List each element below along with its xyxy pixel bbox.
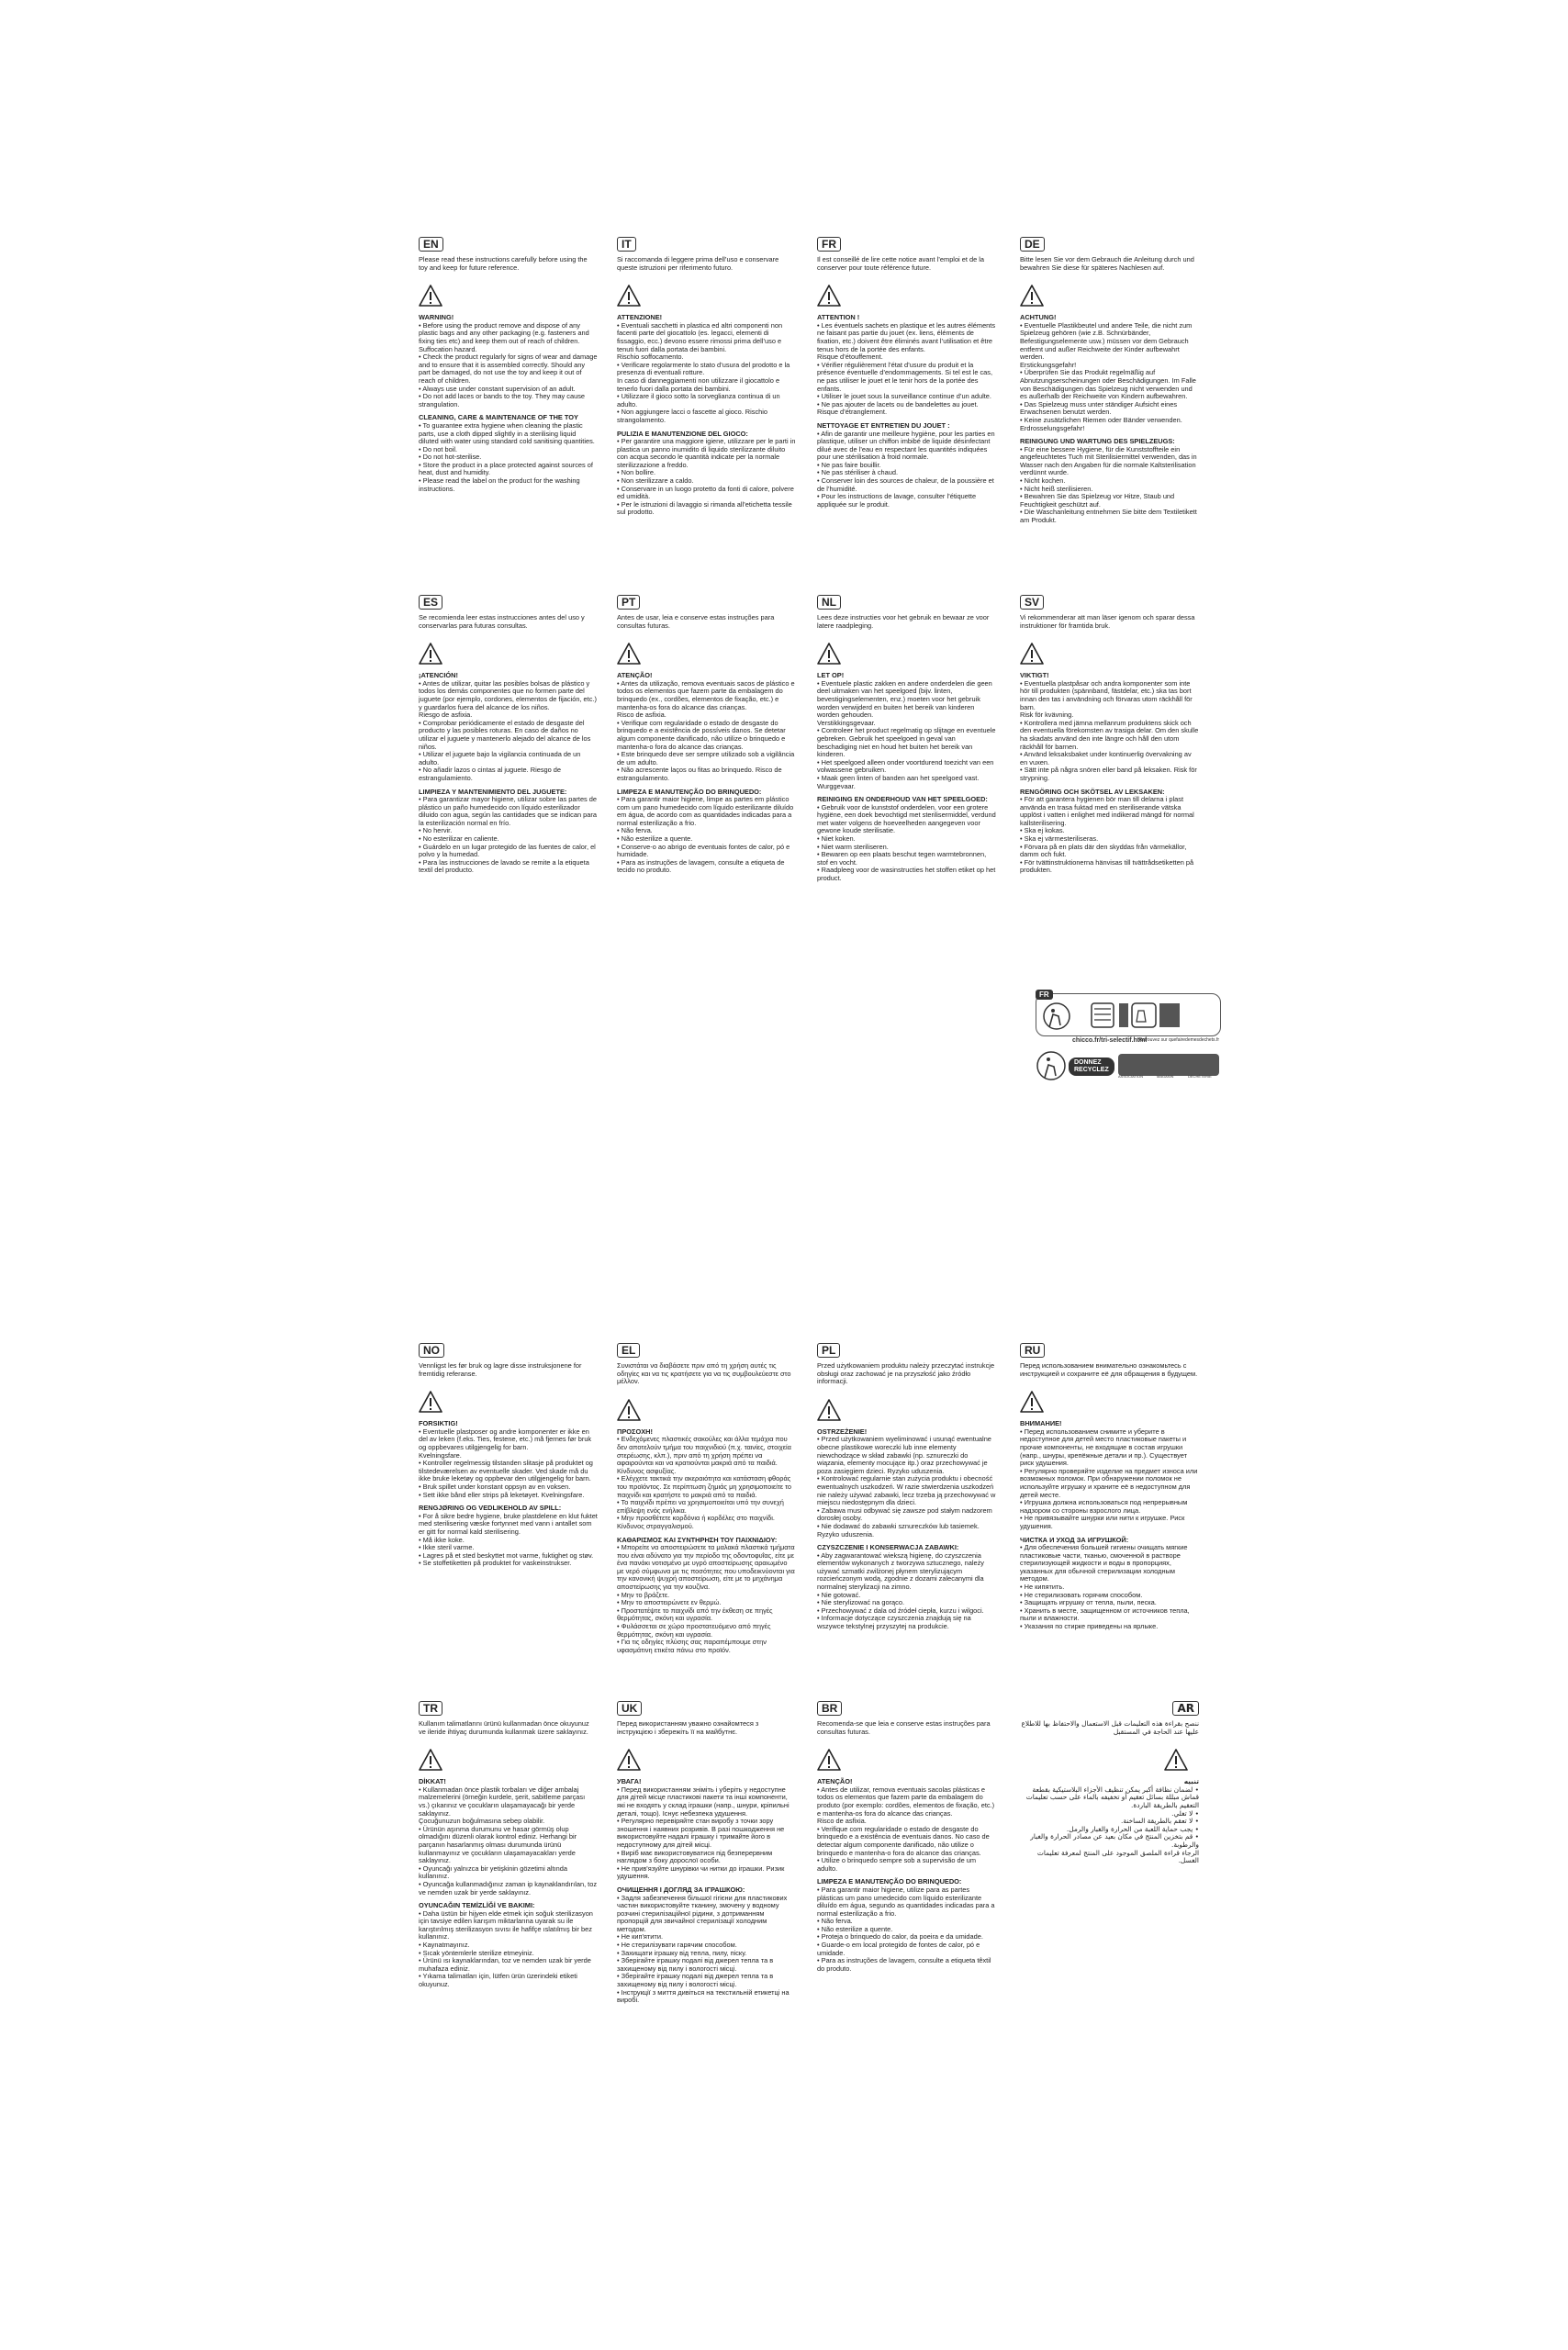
care-line: • Raadpleeg voor de wasinstructies het stoffen etiket op het product. (817, 866, 996, 883)
care-line: • För att garantera hygienen bör man till delarna i plast använda en trasa fuktad med en steriliserande vätska upplöst i vatten i enlighet med indikerad mängd för normal kallsterilisering. (1020, 795, 1194, 827)
warning-triangle-icon (419, 643, 442, 665)
warning-line: • Antes da utilização, remova eventuais sacos de plástico e todos os elementos que fazem parte da embalagem do brinquedo (ex., cordões, elementos de fixação, etc.) e mantenha-os fora do alcance das crianças. (617, 678, 795, 711)
care-line: • Sıcak yöntemlerle sterilize etmeyiniz. (419, 1948, 534, 1957)
care-line: • Guárdelo en un lugar protegido de las fuentes de calor, el polvo y la humedad. (419, 842, 596, 859)
triman-icon (1036, 1050, 1067, 1081)
language-code: SV (1020, 595, 1044, 610)
warning-line: • Kontrollera med jämna mellanrum produktens skick och den eventuella förekomsten av trasiga delar. Om den skulle ha skadats använd den inte längre och håll den utom räckhåll för barnen. (1020, 718, 1199, 751)
warning-line: • يجب حماية اللعبة من الحرارة والغبار والرمل. (1066, 1824, 1199, 1833)
warning-line: • Utilizar el juguete bajo la vigilancia continuada de un adulto. (419, 750, 581, 767)
warning-triangle-icon (419, 1749, 442, 1771)
warning-line: • Ελέγχετε τακτικά την ακεραιότητα και κατάσταση φθοράς του προϊόντος. Σε περίπτωση ζημιάς μη χρησιμοποιείτε το παιχνίδι και κρατήστε το μακριά από τα παιδιά. (617, 1474, 792, 1499)
warning-line: • لا تعقم بالطريقة الساخنة. (1121, 1817, 1199, 1826)
care-line: • Ne pas faire bouillir. (817, 460, 881, 469)
care-line: • Se stoffetiketten på produktet for vaskeinstrukser. (419, 1559, 572, 1568)
warning-title: ΠΡΟΣΟΧΗ! (617, 1427, 653, 1436)
warning-line: • Verifique com regularidade o estado de desgaste do brinquedo e a existência de eventuais danos. No caso de detectar algum componente danificado, não utilize o brinquedo e mantenha-o fora do alcance das crianças. (817, 1824, 990, 1857)
warning-line: • Регулярно перевіряйте стан виробу з точки зору зношення і наявних розривів. В разі пошкодження не використовуйте надалі іграшку і тримайте його в недоступному для дітей місці. (617, 1817, 785, 1849)
warning-title: OSTRZEŻENIE! (817, 1427, 868, 1436)
care-title: RENGÖRING OCH SKÖTSEL AV LEKSAKEN: (1020, 787, 1165, 796)
warning-line: Risco de asfixia. (817, 1817, 867, 1826)
warning-title: تنبيه (1183, 1777, 1199, 1786)
care-line: • Kaynatmayınız. (419, 1941, 470, 1950)
warning-line: • Check the product regularly for signs of wear and damage and to ensure that it is assembled correctly. Should any part be damaged, do not use the toy and keep it out of reach of children. (419, 352, 598, 385)
care-line: • Зберігайте іграшку подалі від джерел тепла та в захищеному від пилу і вологості місці. (617, 1956, 774, 1973)
warning-line: • Utilizzare il gioco sotto la sorveglianza continua di un adulto. (617, 392, 780, 408)
care-title: ОЧИЩЕННЯ І ДОГЛЯД ЗА ІГРАШКОЮ: (617, 1885, 745, 1894)
care-title: ЧИСТКА И УХОД ЗА ИГРУШКОЙ: (1020, 1535, 1129, 1544)
drop-off-steps (1118, 1054, 1219, 1076)
warning-line: • Kontrolować regularnie stan zużycia produktu i obecność ewentualnych uszkodzeń. W razie stwierdzenia uszkodzeń nie należy używać zabawki, lecz trzeba ją przechowywać w miejscu niedostępnym dla dzieci. (817, 1474, 996, 1507)
warning-line: Suffocation hazard. (419, 344, 477, 353)
section-pl (817, 1343, 996, 1631)
care-line: • Nie gotować. (817, 1590, 861, 1599)
care-line: • Per garantire una maggiore igiene, utilizzare per le parti in plastica un panno inumidito di liquido sterilizzante diluito con acqua secondo le quantità indicate per la normale sterilizzazione a freddo. (617, 437, 796, 469)
language-code: UK (617, 1701, 642, 1716)
triman-recycling-icon (1036, 994, 1220, 1035)
warning-line: • Använd leksaksbaket under kontinuerlig övervakning av en vuxen. (1020, 750, 1192, 767)
warning-line: الرجاء قراءة الملصق الموجود على المنتج لمعرفة تعليمات الغسل. (1036, 1848, 1199, 1865)
intro-text: Перед использованием внимательно ознакомьтесь с инструкцией и сохраните её для обращения в будущем. (1020, 1361, 1198, 1378)
fr-badge: FR (1036, 990, 1053, 1000)
care-line: • Μην το βράζετε. (617, 1590, 670, 1599)
warning-line: • Do not add laces or bands to the toy. They may cause strangulation. (419, 392, 586, 408)
intro-text: Vennligst les før bruk og lagre disse instruksjonene for fremtidig referanse. (419, 1361, 582, 1378)
language-code: NO (419, 1343, 444, 1358)
care-title: REINIGING EN ONDERHOUD VAN HET SPEELGOED: (817, 795, 988, 804)
section-no (419, 1343, 598, 1568)
language-code: NL (817, 595, 841, 610)
care-line: • Do not hot-sterilise. (419, 453, 482, 462)
care-line: • Не стерилизовать горячим способом. (1020, 1590, 1143, 1599)
warning-line: Kvelningsfare. (419, 1450, 462, 1460)
recycling-url: chicco.fr/tri-selectif.html (1072, 1037, 1148, 1044)
recyclez-label: RECYCLEZ (1074, 1067, 1109, 1073)
warning-triangle-icon (617, 643, 641, 665)
warning-line: • Verifique com regularidade o estado de desgaste do brinquedo e a existência de possíveis danos. Se detetar algum componente danificado, não utilize o brinquedo e mantenha-o fora do alcance das crianças. (617, 718, 786, 751)
small-recycling-url: Retrouvez sur quefairedemesdechets.fr (1138, 1037, 1219, 1043)
section-uk (617, 1701, 796, 2005)
care-line: • Proteja o brinquedo do calor, da poeira e da umidade. (817, 1932, 983, 1942)
language-code: IT (617, 237, 636, 252)
warning-line: • Não acrescente laços ou fitas ao brinquedo. Risco de estrangulamento. (617, 766, 782, 782)
warning-triangle-icon (617, 285, 641, 307)
warning-triangle-icon (617, 1399, 641, 1421)
intro-text: Please read these instructions carefully before using the toy and keep for future reference. (419, 255, 588, 272)
donnez-recyclez-logo (1036, 1050, 1219, 1089)
care-line: • Non bollire. (617, 468, 656, 477)
care-line: • Не стерилізувати гарячим способом. (617, 1941, 737, 1950)
warning-line: • Verificare regolarmente lo stato d’usura del prodotto e la presenza di eventuali rotture. (617, 360, 790, 377)
care-line: • Зберігайте іграшку подалі від джерел тепла та в захищеному від пилу і вологості місці. (617, 1972, 774, 1989)
section-ru (1020, 1343, 1199, 1631)
care-line: • Ürünü ısı kaynaklarından, toz ve nemden uzak bir yerde muhafaza ediniz. (419, 1956, 591, 1973)
care-title: CZYSZCZENIE I KONSERWACJA ZABAWKI: (817, 1543, 959, 1552)
care-line: • Do not boil. (419, 444, 458, 453)
warning-title: ATENÇÃO! (617, 671, 653, 680)
language-code: PT (617, 595, 640, 610)
intro-text: Kullanım talimatlarını ürünü kullanmadan önce okuyunuz ve ileride ihtiyaç durumunda kullanmak üzere saklayınız. (419, 1719, 589, 1736)
warning-triangle-icon (617, 1749, 641, 1771)
section-nl (817, 595, 996, 883)
section-es (419, 595, 598, 875)
section-fr (817, 237, 996, 509)
care-line: • Защищать игрушку от тепла, пыли, песка. (1020, 1598, 1157, 1607)
section-tr (419, 1701, 598, 1989)
warning-line: Risk för kvävning. (1020, 711, 1074, 720)
warning-title: ATENÇÃO! (817, 1777, 853, 1786)
warning-title: WARNING! (419, 313, 454, 322)
language-code: FR (817, 237, 841, 252)
warning-line: Verstikkingsgevaar. (817, 718, 876, 727)
warning-line: • Не прив'язуйте шнурівки чи нитки до іграшки. Ризик удушення. (617, 1863, 785, 1881)
care-line: • Не кип'ятити. (617, 1932, 663, 1942)
donnez-recyclez-badge (1069, 1058, 1114, 1076)
intro-text: Si raccomanda di leggere prima dell’uso e conservare queste istruzioni per riferimento futuro. (617, 255, 779, 272)
warning-line: • Oyuncağı yalnızca bir yetişkinin gözetimi altında kullanınız. (419, 1863, 567, 1881)
section-br (817, 1701, 996, 1973)
care-line: • Für eine bessere Hygiene, für die Kunststoffteile ein angefeuchtetes Tuch mit Sterilisiermittel verwenden, das in Wasser nach den Angaben für die normale Kaltsterilisation verdünnt wurde. (1020, 444, 1197, 477)
warning-title: ATTENTION ! (817, 313, 860, 322)
care-line: • Nie sterylizować na gorąco. (817, 1598, 905, 1607)
warning-line: Riesgo de asfixia. (419, 711, 473, 720)
care-line: • Daha üstün bir hijyen elde etmek için soğuk sterilizasyon için tavsiye edilen karışım miktarlarına uyarak su ile karıştırılmış sterilizasyon sıvısı ile hafifçe ıslatılmış bir bez kullanınız. (419, 1908, 593, 1942)
warning-line: • Comprobar periódicamente el estado de desgaste del producto y las posibles roturas. En caso de daños no utilizar el juguete y mantenerlo alejado del alcance de los niños. (419, 718, 591, 751)
care-title: LIMPEZA E MANUTENÇÃO DO BRINQUEDO: (617, 787, 762, 796)
warning-line: • Перед використанням зніміть і уберіть у недоступне для дітей місце пластикові пакети та інші компоненти, які не входять у склад іграшки (напр., шнури, кріпильні деталі, тощо). Існує небезпека удушення. (617, 1785, 790, 1818)
warning-triangle-icon (419, 1391, 442, 1413)
care-line: • Conserver loin des sources de chaleur, de la poussière et de l’humidité. (817, 476, 994, 493)
intro-text: ننصح بقراءة هذه التعليمات قبل الاستعمال والاحتفاظ بها للاطلاع عليها عند الحاجة في المستقبل (1021, 1719, 1199, 1736)
care-line: • Förvara på en plats där den skyddas från värmekällor, damm och fukt. (1020, 842, 1187, 859)
care-line: • Інструкції з миття дивіться на текстильній етикетці на виробі. (617, 1987, 790, 2005)
warning-title: VIKTIGT! (1020, 671, 1049, 680)
warning-line: • Ne pas ajouter de lacets ou de bandelettes au jouet. Risque d’étranglement. (817, 399, 979, 417)
language-code: DE (1020, 237, 1045, 252)
care-title: NETTOYAGE ET ENTRETIEN DU JOUET : (817, 420, 950, 430)
warning-line: • Before using the product remove and dispose of any plastic bags and any other packaging (e.g. fasteners and fixing ties etc) and keep them out of reach of children. (419, 320, 589, 345)
warning-line: • Eventuella plastpåsar och andra komponenter som inte hör till produkten (spännband, fästdelar, etc.) ska tas bort innan den tas i användning och förvaras utom räckhåll för barn. (1020, 678, 1193, 711)
warning-line: قماش مبللة بسائل تعقيم أو تخفيفه بالماء على حسب تعليمات التعقيم بالطريقة الباردة. (1025, 1793, 1199, 1809)
intro-text: Antes de usar, leia e conserve estas instruções para consultas futuras. (617, 613, 775, 630)
warning-triangle-icon (1164, 1749, 1188, 1771)
warning-line: • Перед использованием снимите и уберите в недоступное для детей место пластиковые пакеты и прочие компоненты, не входящие в состав игрушки (напр., шнуры, крепёжные детали и пр.). Существует риск удушения. (1020, 1427, 1187, 1468)
step-label-magasin: MAGASIN (1157, 1074, 1174, 1079)
care-line: • Store the product in a place protected against sources of heat, dust and humidity. (419, 460, 593, 477)
care-line: • Afin de garantir une meilleure hygiène, pour les parties en plastique, utiliser un chiffon imbibé de liquide désinfectant dilué avec de l’eau en respectant les quantités indiquées pour une stérilisation à froid normale. (817, 429, 995, 462)
warning-line: • Utiliser le jouet sous la surveillance continue d’un adulte. (817, 392, 991, 401)
language-code: AR (1172, 1701, 1199, 1716)
warning-line: • Zabawa musi odbywać się zawsze pod stałym nadzorem dorosłej osoby. (817, 1505, 992, 1523)
care-line: • Για τις οδηγίες πλύσης σας παραπέμπουμε στην υφασμάτινη ετικέτα πάνω στο προϊόν. (617, 1638, 767, 1654)
care-line: • Para as instruções de lavagem, consulte a etiqueta de tecido no produto. (617, 857, 785, 875)
warning-line: • Не привязывайте шнурки или нити к игрушке. Риск удушения. (1020, 1514, 1185, 1530)
warning-line: • لا تغلي. (1171, 1808, 1199, 1818)
intro-text: Συνιστάται να διαβάσετε πριν από τη χρήση αυτές τις οδηγίες και να τις κρατήσετε για να τις συμβουλεύεστε στο μέλλον. (617, 1361, 791, 1386)
care-line: • Niet koken. (817, 834, 856, 844)
care-line: • Gebruik voor de kunststof onderdelen, voor een grotere hygiëne, een doek bevochtigd met sterilisermiddel, verdund met water volgens de hoeveelheden aangegeven voor gewone koude sterilisatie. (817, 802, 996, 835)
care-title: RENGJØRING OG VEDLIKEHOLD AV SPILL: (419, 1504, 562, 1513)
warning-triangle-icon (817, 1399, 841, 1421)
warning-line: • Das Spielzeug muss unter ständiger Aufsicht eines Erwachsenen benutzt werden. (1020, 399, 1178, 417)
care-line: • Yıkama talimatları için, lütfen ürün üzerindeki etiketi okuyunuz. (419, 1972, 577, 1989)
warning-title: DİKKAT! (419, 1777, 446, 1786)
care-line: • Pour les instructions de lavage, consulter l’étiquette appliquée sur le produit. (817, 492, 977, 509)
warning-line: • Sett ikke bånd eller strips på leketøyet. Kvelningsfare. (419, 1490, 585, 1499)
care-line: • Для обеспечения большей гигиены очищать мягкие пластиковые части, тканью, смоченной в растворе стерилизующей жидкости и воды в пропорциях, указанных для обычной стерилизации холодным методом. (1020, 1543, 1188, 1583)
warning-title: УВАГА! (617, 1777, 642, 1786)
care-line: • Não esterilize a quente. (817, 1924, 893, 1933)
warning-title: ВНИМАНИЕ! (1020, 1419, 1062, 1428)
care-line: • Ska ej kokas. (1020, 826, 1065, 835)
step-label-decheterie: DÉCHÈTERIE (1188, 1074, 1212, 1079)
care-title: ΚΑΘΑΡΙΣΜΟΣ ΚΑΙ ΣΥΝΤΗΡΗΣΗ ΤΟΥ ΠΑΙΧΝΙΔΙΟΥ: (617, 1535, 778, 1544)
warning-line: • Non aggiungere lacci o fascette al gioco. Rischio strangolamento. (617, 408, 768, 424)
care-line: • Não ferva. (817, 1917, 853, 1926)
warning-line: • Bruk spillet under konstant oppsyn av en voksen. (419, 1482, 571, 1491)
care-line: • Не кипятить. (1020, 1583, 1065, 1592)
care-line: • Lagres på et sted beskyttet mot varme, fuktighet og støv. (419, 1550, 594, 1560)
care-line: • Please read the label on the product for the washing instructions. (419, 476, 580, 493)
language-code: PL (817, 1343, 840, 1358)
care-line: • Хранить в месте, защищенном от источников тепла, пыли и влажности. (1020, 1606, 1190, 1623)
warning-triangle-icon (817, 643, 841, 665)
section-ar (1020, 1701, 1199, 1865)
intro-text: Bitte lesen Sie vor dem Gebrauch die Anleitung durch und bewahren Sie diese für späteres Nachlesen auf. (1020, 255, 1194, 272)
care-line: • Przechowywać z dala od źródeł ciepła, kurzu i wilgoci. (817, 1606, 984, 1615)
language-code: BR (817, 1701, 842, 1716)
care-line: • Må ikke koke. (419, 1535, 465, 1544)
warning-triangle-icon (419, 285, 442, 307)
warning-line: • Les éventuels sachets en plastique et les autres éléments ne faisant pas partie du jouet (ex. liens, éléments de fixation, etc.) doivent être éliminés avant l’utilisation et être tenus hors de la portée des enfants. (817, 320, 996, 353)
warning-line: • Maak geen linten of banden aan het speelgoed vast. Wurggevaar. (817, 773, 980, 790)
warning-line: • Utilize o brinquedo sempre sob a supervisão de um adulto. (817, 1856, 977, 1873)
care-line: • No esterilizar en caliente. (419, 834, 499, 844)
warning-line: • Antes de utilizar, quitar las posibles bolsas de plástico y todos los demás componentes que no formen parte del juguete (por ejemplo, cordones, elementos de fijación, etc.) y guardarlos fuera del alcance de los niños. (419, 678, 597, 711)
section-sv (1020, 595, 1199, 875)
warning-line: • Sätt inte på några snören eller band på leksaken. Risk för strypning. (1020, 766, 1197, 782)
care-line: • Задля забезпечення більшої гігієни для пластикових частин використовуйте тканину, змочену у водному розчині стерилізаційної рідини, з дотриманням пропорцій для звичайної стерилізації холодним методом. (617, 1893, 788, 1933)
care-line: • Ne pas stériliser à chaud. (817, 468, 899, 477)
care-line: • Para as instruções de lavagem, consulte a etiqueta têxtil do produto. (817, 1956, 991, 1973)
care-line: • Aby zagwarantować wiekszą higienę, do czyszczenia elementów wykonanych z tworzywa sztucznego, należy używać szmatki zwilżonej płynem sterylizującym rozcieńczonym wodą, zgodnie z dozami zalecanymi dla normalnej sterylizacji na zimno. (817, 1550, 984, 1592)
language-code: RU (1020, 1343, 1045, 1358)
care-line: • Ikke steril varme. (419, 1543, 475, 1552)
warning-line: • Το παιχνίδι πρέπει να χρησιμοποιείται υπό την συνεχή επίβλεψη ενός ενήλικα. (617, 1498, 784, 1515)
care-line: • Não ferva. (617, 826, 653, 835)
warning-line: • Виріб має використовуватися під безперервним наглядом з боку дорослої особи. (617, 1848, 773, 1865)
warning-line: • Keine zusätzlichen Riemen oder Bänder verwenden. Erdrosselungsgefahr! (1020, 415, 1182, 432)
warning-line: • Antes de utilizar, remova eventuais sacolas plásticas e todos os elementos que fazem parte da embalagem do produto (por exemplo: cordões, elementos de fixação, etc.) e mantenha-os fora do alcance das crianças. (817, 1785, 995, 1818)
warning-line: • Eventuelle plastposer og andre komponenter er ikke en del av leken (f.eks. Ties, festene, etc.) må fjernes før bruk og oppbevares utilgjengelig for barn. (419, 1427, 592, 1451)
warning-title: LET OP! (817, 671, 845, 680)
language-code: EL (617, 1343, 640, 1358)
care-line: • Nicht kochen. (1020, 476, 1066, 486)
care-line: • Para las instrucciones de lavado se remite a la etiqueta textil del producto. (419, 857, 589, 875)
care-line: • Per le istruzioni di lavaggio si rimanda all’etichetta tessile sul prodotto. (617, 499, 792, 517)
triman-logo (1036, 990, 1221, 1036)
intro-text: Lees deze instructies voor het gebruik en bewaar ze voor latere raadpleging. (817, 613, 990, 630)
warning-title: ACHTUNG! (1020, 313, 1057, 322)
care-line: • Nicht heiß sterilisieren. (1020, 484, 1093, 493)
care-title: CLEANING, CARE & MAINTENANCE OF THE TOY (419, 413, 578, 422)
warning-line: • Przed użytkowaniem wyeliminować i usunąć ewentualne obecne plastikowe woreczki lub inne elementy niewchodzące w skład zabawki (np. sznureczki do wiązania, elementy mocujące itp.) oraz przechowywać je poza zasięgiem dzieci. Ryzyko uduszenia. (817, 1435, 991, 1475)
warning-line: • قم بتخزين المنتج في مكان بعيد عن مصادر الحرارة والغبار والرطوبة. (1030, 1832, 1199, 1849)
warning-line: • Nie dodawać do zabawki sznureczków lub tasiemek. Ryzyko uduszenia. (817, 1521, 980, 1539)
warning-line: • Регулярно проверяйте изделие на предмет износа или возможных поломок. При обнаружении поломок не используйте игрушку и храните её в недоступном для детей месте. (1020, 1466, 1198, 1499)
care-title: OYUNCAĞIN TEMİZLİĞİ VE BAKIMI: (419, 1901, 535, 1910)
intro-text: Przed użytkowaniem produktu należy przeczytać instrukcje obsługi oraz zachować je na przyszłość jako źródło informacji. (817, 1361, 995, 1386)
warning-line: • Kullanmadan önce plastik torbaları ve diğer ambalaj malzemelerini (örneğin kurdele, şerit, sabitleme parçası vs.) çıkarınız ve çocukların ulaşamayacağı bir yerde saklayınız. (419, 1785, 586, 1818)
intro-text: Il est conseillé de lire cette notice avant l’emploi et de la conserver pour toute référence future. (817, 255, 984, 272)
warning-line: • No añadir lazos o cintas al juguete. Riesgo de estrangulamiento. (419, 766, 562, 782)
warning-line: • Ενδεχόμενες πλαστικές σακούλες και άλλα τεμάχια που δεν αποτελούν τμήμα του παιχνιδιού (π.χ. ταινίες, στοιχεία στερέωσης, κλπ.), πριν από τη χρήση πρέπει να αφαιρούνται και να κρατιούνται μακριά από τα παιδιά. (617, 1435, 791, 1468)
care-line: • Guarde-o em local protegido de fontes de calor, pó e umidade. (817, 1941, 980, 1957)
section-pt (617, 595, 796, 875)
warning-line: • Het speelgoed alleen onder voortdurend toezicht van een volwassene gebruiken. (817, 757, 994, 775)
care-line: • Захищати іграшку від тепла, пилу, піску. (617, 1948, 747, 1957)
warning-line: • Игрушка должна использоваться под непрерывным надзором со стороны взрослого лица. (1020, 1498, 1188, 1515)
section-it (617, 237, 796, 517)
care-line: • Conservare in un luogo protetto da fonti di calore, polvere ed umidità. (617, 484, 794, 501)
section-el (617, 1343, 796, 1654)
warning-line: • Always use under constant supervision of an adult. (419, 384, 576, 393)
care-line: • Προστατέψτε το παιχνίδι από την έκθεση σε πηγές θερμότητας, σκόνη και υγρασία. (617, 1606, 773, 1623)
warning-line: In caso di danneggiamenti non utilizzare il giocattolo e tenerlo fuori dalla portata dei bambini. (617, 375, 780, 393)
warning-line: • Controleer het product regelmatig op slijtage en eventuele gebreken. Gebruik het speelgoed in geval van beschadiging niet en houd het buiten het bereik van kinderen. (817, 726, 996, 759)
care-line: • No hervir. (419, 826, 453, 835)
warning-line: • Überprüfen Sie das Produkt regelmäßig auf Abnutzungserscheinungen oder Beschädigungen. Im Falle von Beschädigungen das Spielzeug nicht verwenden und es außerhalb der Reichweite von Kindern aufbewahren. (1020, 368, 1196, 401)
care-line: • To guarantee extra hygiene when cleaning the plastic parts, use a cloth dipped slightly in a sterilising liquid diluted with water using standard cold sanitising quantities. (419, 420, 595, 446)
language-code: EN (419, 237, 443, 252)
intro-text: Перед використанням уважно ознайомтеся з інструкцією і збережіть її на майбутнє. (617, 1719, 759, 1736)
care-line: • Μπορείτε να αποστειρώσετε τα μαλακά πλαστικά τμήματα που είναι αδύνατο για την περίοδο της οδοντοφυΐας, είτε με ένα πανάκι νοτισμένο με υγρό αποστείρωσης αραιωμένο με νερό σύμφωνα με τις ποσότητες που υποδεικνύονται για την κανονική ψυχρή αποστείρωση, είτε με το μηχάνημα αποστείρωσης για την κουζίνα. (617, 1543, 795, 1592)
care-line: • Para garantir maior higiene, utilize para as partes plásticas um pano umedecido com líquido esterilizante diluído em água, segundo as quantidades indicadas para a normal esterilização a frio. (817, 1885, 995, 1918)
warning-line: Risque d’étouffement. (817, 352, 883, 362)
warning-line: Κίνδυνος ασφυξίας. (617, 1466, 677, 1475)
step-label-association: ASSOCIATION (1118, 1074, 1144, 1079)
warning-triangle-icon (1020, 643, 1044, 665)
warning-line: Çocuğunuzun boğulmasına sebep olabilir. (419, 1817, 545, 1826)
intro-text: Se recomienda leer estas instrucciones antes del uso y conservarlas para futuras consultas. (419, 613, 585, 630)
warning-line: • لضمان نظافة أكبر يمكن تنظيف الأجزاء البلاستيكية بقطعة (1032, 1785, 1199, 1794)
warning-line: • Ürünün aşınma durumunu ve hasar görmüş olup olmadığını düzenli olarak kontrol ediniz. Herhangi bir parçanın hasarlanmış olması durumunda ürünü kullanmayınız ve çocukların ulaşamayacakları yerde saklayınız. (419, 1824, 577, 1865)
warning-triangle-icon (1020, 1391, 1044, 1413)
warning-triangle-icon (1020, 285, 1044, 307)
intro-text: Vi rekommenderar att man läser igenom och sparar dessa instruktioner för framtida bruk. (1020, 613, 1195, 630)
care-line: • Bewahren Sie das Spielzeug vor Hitze, Staub und Feuchtigkeit geschützt auf. (1020, 492, 1175, 509)
warning-title: ATTENZIONE! (617, 313, 663, 322)
care-line: • Ska ej värmesteriliseras. (1020, 834, 1099, 844)
warning-line: • Oyuncağa kullanmadığınız zaman ip kaynaklandırılan, toz ve nemden uzak bir yerde saklayınız. (419, 1879, 598, 1897)
section-en (419, 237, 598, 493)
care-title: LIMPIEZA Y MANTENIMIENTO DEL JUGUETE: (419, 787, 567, 796)
warning-triangle-icon (817, 1749, 841, 1771)
care-line: • Bewaren op een plaats beschut tegen warmtebronnen, stof en vocht. (817, 850, 987, 867)
intro-text: Recomenda-se que leia e conserve estas instruções para consultas futuras. (817, 1719, 991, 1736)
care-line: • For å sikre bedre hygiene, bruke plastdelene en klut fuktet med sterilisering væske fortynnet med vann i antallet som er gitt for normal kald sterilisering. (419, 1511, 598, 1536)
warning-line: • Eventuelle Plastikbeutel und andere Teile, die nicht zum Spielzeug gehören (wie z.B. Schnürbänder, Befestigungselemente usw.) müssen vor dem Gebrauch entfernt und außer Reichweite der Kinder aufbewahrt werden. (1020, 320, 1193, 362)
warning-line: Rischio soffocamento. (617, 352, 684, 362)
care-line: • Para garantir maior higiene, limpe as partes em plástico com um pano humedecido com líquido esterilizante diluído em água, de acordo com as quantidades indicadas para a normal esterilização a frio. (617, 795, 794, 827)
donnez-label: DONNEZ (1074, 1059, 1102, 1066)
warning-line: Risco de asfixia. (617, 711, 666, 720)
care-line: • Niet warm steriliseren. (817, 842, 889, 851)
warning-title: FORSIKTIG! (419, 1419, 458, 1428)
language-code: ES (419, 595, 442, 610)
care-line: • För tvättinstruktionerna hänvisas till tvättrådsetiketten på produkten. (1020, 857, 1194, 875)
care-line: • Informacje dotyczące czyszczenia znajdują się na wszywce tekstylnej przyszytej na produkcie. (817, 1614, 971, 1631)
section-de (1020, 237, 1199, 525)
care-line: • Φυλάσσεται σε χώρο προστατευόμενο από πηγές θερμότητας, σκόνη και υγρασία. (617, 1622, 771, 1639)
warning-line: • Eventuali sacchetti in plastica ed altri componenti non facenti parte del giocattolo (es. legacci, elementi di fissaggio, ecc.) devono essere rimossi prima dell’uso e tenuti fuori dalla portata dei bambini. (617, 320, 783, 353)
care-title: PULIZIA E MANUTENZIONE DEL GIOCO: (617, 429, 748, 438)
warning-title: ¡ATENCIÓN! (419, 671, 458, 680)
warning-triangle-icon (817, 285, 841, 307)
recycling-logos (1036, 990, 1219, 1103)
warning-line: • Kontroller regelmessig tilstanden slitasje på produktet og tilstedeværelsen av eventuelle skader. Ved skade må du ikke bruke leketøy og oppbevar den utilgjengelig for barn. (419, 1459, 593, 1483)
warning-line: • Este brinquedo deve ser sempre utilizado sob a vigilância de um adulto. (617, 750, 795, 767)
warning-line: • Eventuele plastic zakken en andere onderdelen die geen deel uitmaken van het speelgoed (bijv. linten, bevestigingselementen, enz.) moeten voor het gebruik worden verwijderd en buiten het bereik van kinderen worden gehouden. (817, 678, 992, 720)
care-title: REINIGUNG UND WARTUNG DES SPIELZEUGS: (1020, 437, 1175, 446)
language-code: TR (419, 1701, 442, 1716)
care-line: • Para garantizar mayor higiene, utilizar sobre las partes de plástico un paño humedecido con líquido esterilizador diluido con agua, según las cantidades que se indican para la esterilización normal en frío. (419, 795, 598, 827)
warning-line: • Vérifier régulièrement l’état d’usure du produit et la présence éventuelle d’endommagements. Si tel est le cas, ne pas utiliser le jouet et le tenir hors de la portée des enfants. (817, 360, 993, 393)
care-line: • Die Waschanleitung entnehmen Sie bitte dem Textiletikett am Produkt. (1020, 508, 1197, 525)
care-line: • Não esterilize a quente. (617, 834, 693, 844)
warning-line: Erstickungsgefahr! (1020, 360, 1077, 369)
care-title: LIMPEZA E MANUTENÇÃO DO BRINQUEDO: (817, 1877, 962, 1886)
care-line: • Non sterilizzare a caldo. (617, 476, 694, 486)
care-line: • Μην το αποστειρώνετε εν θερμώ. (617, 1598, 722, 1607)
warning-line: • Μην προσθέτετε κορδόνια ή κορδέλες στο παιχνίδι. Κίνδυνος στραγγαλισμού. (617, 1514, 775, 1530)
care-line: • Conserve-o ao abrigo de eventuais fontes de calor, pó e humidade. (617, 842, 790, 859)
care-line: • Указания по стирке приведены на ярлыке. (1020, 1622, 1159, 1631)
